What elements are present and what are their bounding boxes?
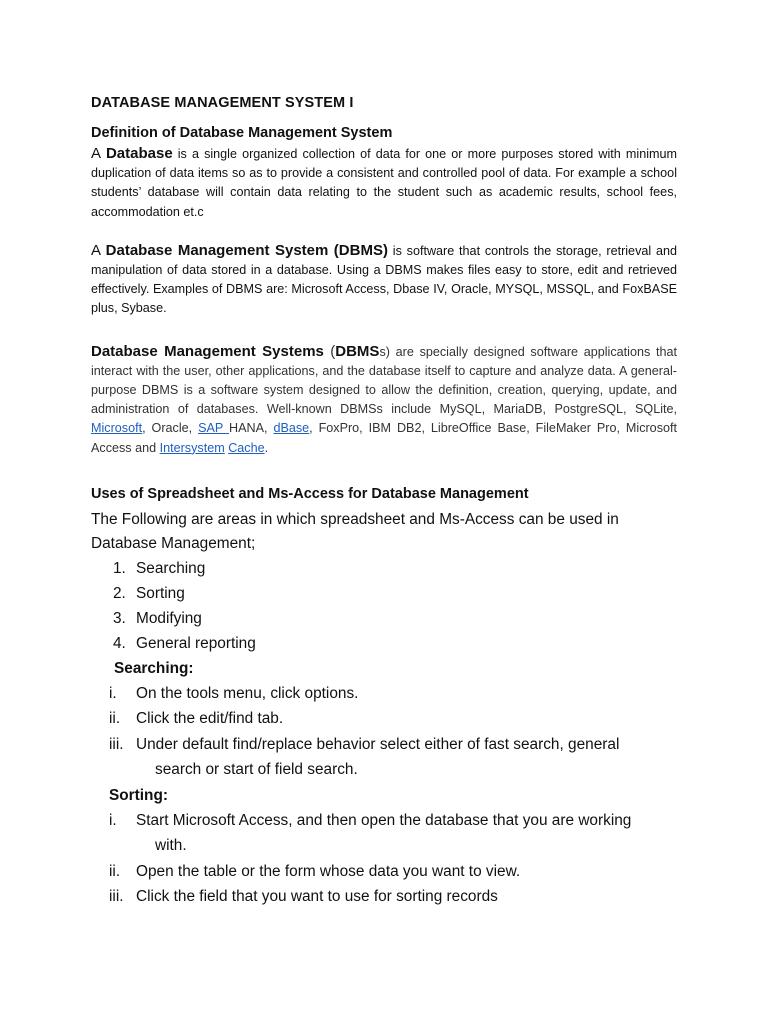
list-number: 4.	[113, 634, 126, 652]
link-cache[interactable]: Cache	[228, 440, 265, 455]
list-item	[91, 606, 677, 631]
term-dbms-abbrev: DBMS	[335, 342, 380, 360]
list-item-label: General reporting	[136, 634, 256, 652]
areas-list	[91, 556, 677, 656]
list-number: iii.	[109, 735, 124, 753]
list-item-label: Sorting	[136, 584, 185, 602]
article: A	[91, 241, 106, 259]
uses-intro: The Following are areas in which spreadsheet and Ms-Access can be used in Database Management;	[91, 510, 619, 552]
paragraph-database-definition	[91, 144, 677, 222]
link-microsoft[interactable]: Microsoft	[91, 421, 143, 436]
list-item	[91, 581, 677, 606]
paragraph-text: HANA,	[229, 421, 274, 436]
sorting-heading: Sorting:	[109, 786, 168, 804]
list-number: i.	[109, 684, 117, 702]
step-text: Click the edit/find tab.	[136, 710, 284, 728]
term-dbms-systems: Database Management Systems	[91, 342, 324, 360]
paragraph-text: is software that controls the storage, retrieval and manipulation of data stored in a database. Using a DBMS makes files easy to store, edit and retrieved effectively. Examples of DBMS are: Microsoft Access, Dbase IV, Oracle, MYSQL, MSSQL, and FoxBASE plus, Sybase.	[91, 243, 677, 316]
period: .	[264, 440, 269, 455]
paragraph-text: is a single organized collection of data for one or more purposes stored with minimum duplication of data items so as to provide a consistent and controlled pool of data. For example a school students’ database will contain data relating to the student such as academic results, school fees, accommodation et.c	[91, 147, 677, 219]
list-number: 3.	[113, 609, 126, 627]
list-item	[91, 808, 677, 859]
paragraph-dbms-systems	[91, 342, 677, 458]
list-number: ii.	[109, 862, 121, 880]
list-item	[91, 681, 677, 707]
link-intersystem[interactable]: Intersystem	[159, 440, 225, 455]
paragraph-dbms-definition	[91, 241, 677, 319]
list-number: iii.	[109, 888, 124, 906]
document-page	[91, 92, 677, 910]
list-item	[91, 556, 677, 581]
uses-heading: Uses of Spreadsheet and Ms-Access for Database Management	[91, 485, 529, 502]
list-item-label: Modifying	[136, 609, 202, 627]
paragraph-text: , Oracle,	[142, 421, 199, 436]
paragraph-text: , FoxPro, IBM DB2, LibreOffice Base, FileMaker Pro, Microsoft Access and	[91, 421, 677, 455]
searching-steps	[91, 681, 677, 783]
link-dbase[interactable]: dBase	[273, 421, 310, 436]
searching-heading: Searching:	[114, 659, 194, 677]
step-text-continued: search or start of field search.	[155, 761, 358, 779]
list-number: i.	[109, 811, 117, 829]
term-database: Database	[105, 145, 173, 162]
step-text: On the tools menu, click options.	[136, 684, 359, 702]
document-title: DATABASE MANAGEMENT SYSTEM I	[91, 95, 354, 111]
term-dbms: Database Management System (DBMS)	[105, 241, 388, 259]
list-item-label: Searching	[136, 559, 206, 577]
list-item	[91, 732, 677, 783]
link-sap[interactable]: SAP	[198, 421, 229, 436]
list-item	[91, 859, 677, 885]
definition-heading: Definition of Database Management System	[91, 125, 393, 141]
list-number: 2.	[113, 584, 126, 602]
list-number: 1.	[113, 559, 126, 577]
list-item	[91, 631, 677, 656]
list-item	[91, 884, 677, 910]
article: A	[91, 145, 106, 162]
paren-open: (	[323, 342, 336, 360]
sorting-steps	[91, 808, 677, 910]
list-item	[91, 706, 677, 732]
step-text: Open the table or the form whose data you want to view.	[136, 862, 521, 880]
step-text-continued: with.	[155, 837, 187, 855]
step-text: Under default find/replace behavior select either of fast search, general	[136, 735, 620, 753]
paragraph-text: s) are specially designed software applications that interact with the user, other applications, and the database itself to capture and analyze data. A general-purpose DBMS is a software system designed to allow the definition, creation, querying, update, and administration of databases. Well-known DBMSs include MySQL, MariaDB, PostgreSQL, SQLite,	[91, 344, 677, 417]
step-text: Click the field that you want to use for sorting records	[136, 888, 498, 906]
list-number: ii.	[109, 710, 121, 728]
step-text: Start Microsoft Access, and then open the database that you are working	[136, 811, 632, 829]
